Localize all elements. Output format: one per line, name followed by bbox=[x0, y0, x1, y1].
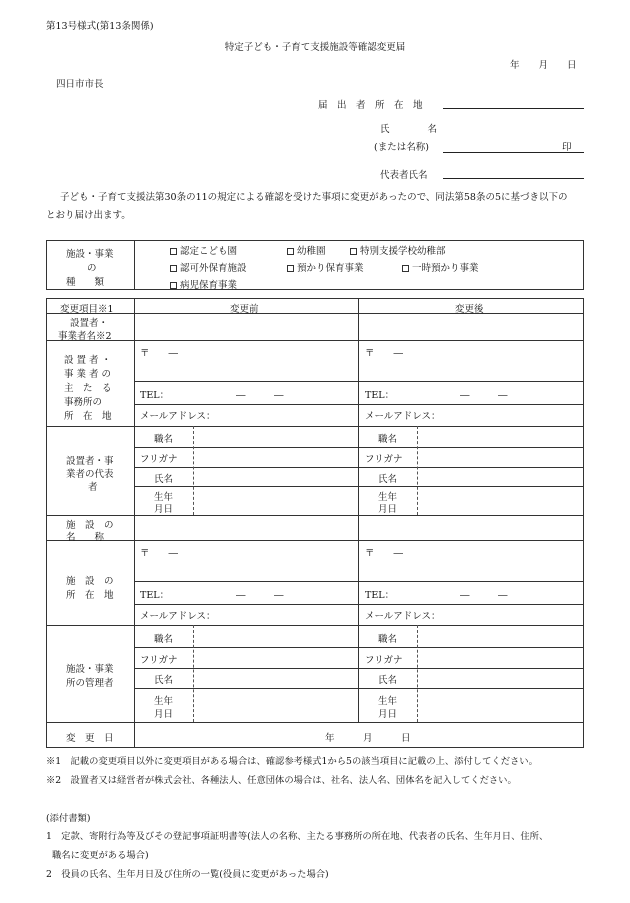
row-label-manager-2: 所の管理者 bbox=[66, 678, 114, 689]
rep-title-before: 職名 bbox=[154, 434, 174, 445]
office-tel-label-after: TEL： bbox=[365, 390, 395, 401]
checkbox-icon[interactable] bbox=[170, 248, 177, 255]
rep-name-after: 氏名 bbox=[378, 474, 398, 485]
mgr-name-before: 氏名 bbox=[154, 675, 174, 686]
col-header-after: 変更後 bbox=[455, 304, 484, 315]
option-ichiji-azukari[interactable]: 一時預かり事業 bbox=[402, 260, 479, 274]
body-text-line2: とおり届け出ます。 bbox=[46, 210, 131, 221]
rep-name-before: 氏名 bbox=[154, 474, 174, 485]
attachments-heading: (添付書類) bbox=[46, 813, 91, 824]
applicant-address-label: 届 出 者 所 在 地 bbox=[318, 100, 423, 111]
checkbox-icon[interactable] bbox=[170, 282, 177, 289]
applicant-address-line[interactable] bbox=[443, 108, 584, 109]
row-label-manager-1: 施設・事業 bbox=[66, 664, 114, 675]
checkbox-icon[interactable] bbox=[350, 248, 357, 255]
row-label-setter-name-1: 設置者・ bbox=[70, 318, 109, 329]
row-label-facility-name-2: 名 称 bbox=[66, 532, 105, 543]
seal-mark: 印 bbox=[562, 142, 572, 153]
rep-title-after: 職名 bbox=[378, 434, 398, 445]
applicant-name-sub-label: (または名称) bbox=[374, 142, 429, 153]
checkbox-icon[interactable] bbox=[170, 265, 177, 272]
row-label-office-2: 事 業 者 の bbox=[64, 369, 112, 380]
form-title: 特定子ども・子育て支援施設等確認変更届 bbox=[224, 42, 406, 53]
office-tel-label-before: TEL： bbox=[140, 390, 170, 401]
facility-postal-before[interactable]: 〒 ― bbox=[140, 548, 179, 559]
row-label-setter-name-2: 事業者名※2 bbox=[58, 331, 112, 342]
representative-line[interactable] bbox=[443, 178, 584, 179]
rep-dob1-after: 生年 bbox=[378, 492, 398, 503]
col-header-item: 変更項目※1 bbox=[60, 304, 114, 315]
row-label-rep-3: 者 bbox=[88, 482, 98, 493]
office-email-before[interactable]: メールアドレス： bbox=[140, 411, 216, 422]
rep-dob2-after: 月日 bbox=[378, 504, 398, 515]
col-header-before: 変更前 bbox=[230, 304, 259, 315]
checkbox-icon[interactable] bbox=[287, 248, 294, 255]
mgr-furigana-after: フリガナ bbox=[365, 655, 403, 666]
office-email-after[interactable]: メールアドレス： bbox=[365, 411, 441, 422]
body-text-line1: 子ども・子育て支援法第30条の11の規定による確認を受けた事項に変更があったので、同法第58条の5に基づき以下の bbox=[60, 192, 568, 203]
office-tel-after[interactable]: ― ― bbox=[460, 390, 508, 401]
mgr-dob1-before: 生年 bbox=[154, 696, 174, 707]
note-2: ※2 設置者又は経営者が株式会社、各種法人、任意団体の場合は、社名、法人名、団体名を記入してください。 bbox=[46, 775, 517, 786]
office-postal-before[interactable]: 〒 ― bbox=[140, 348, 179, 359]
option-ninkagai-hoiku[interactable]: 認可外保育施設 bbox=[170, 260, 247, 274]
row-label-facility-addr-2: 所 在 地 bbox=[66, 590, 114, 601]
office-postal-after[interactable]: 〒 ― bbox=[365, 348, 404, 359]
checkbox-icon[interactable] bbox=[402, 265, 409, 272]
attachment-1-line1: 1 定款、寄附行為等及びその登記事項証明書等(法人の名称、主たる事務所の所在地、代表者の氏名、生年月日、住所、 bbox=[46, 831, 549, 842]
addressee: 四日市市長 bbox=[56, 79, 104, 90]
form-number: 第13号様式(第13条関係) bbox=[46, 21, 154, 32]
representative-label: 代表者氏名 bbox=[380, 170, 428, 181]
mgr-dob2-before: 月日 bbox=[154, 709, 174, 720]
facility-email-before[interactable]: メールアドレス： bbox=[140, 611, 216, 622]
change-table bbox=[46, 298, 584, 748]
applicant-name-label: 氏 名 bbox=[380, 124, 438, 135]
office-tel-before[interactable]: ― ― bbox=[236, 390, 284, 401]
date-field[interactable]: 年 月 日 bbox=[510, 60, 577, 71]
checkbox-icon[interactable] bbox=[287, 265, 294, 272]
facility-type-label-3: 種 類 bbox=[66, 277, 105, 288]
rep-furigana-before: フリガナ bbox=[140, 454, 178, 465]
facility-tel-label-before: TEL： bbox=[140, 590, 170, 601]
attachment-1-line2: 職名に変更がある場合) bbox=[52, 850, 149, 861]
mgr-name-after: 氏名 bbox=[378, 675, 398, 686]
option-azukari-hoiku[interactable]: 預かり保育事業 bbox=[287, 260, 364, 274]
mgr-title-after: 職名 bbox=[378, 634, 398, 645]
facility-email-after[interactable]: メールアドレス： bbox=[365, 611, 441, 622]
row-label-facility-addr-1: 施 設 の bbox=[66, 576, 114, 587]
facility-tel-label-after: TEL： bbox=[365, 590, 395, 601]
facility-tel-after[interactable]: ― ― bbox=[460, 590, 508, 601]
mgr-dob2-after: 月日 bbox=[378, 709, 398, 720]
row-label-office-5: 所 在 地 bbox=[64, 411, 112, 422]
facility-type-label-2: の bbox=[87, 263, 97, 274]
row-label-office-1: 設 置 者 ・ bbox=[64, 355, 112, 366]
rep-dob1-before: 生年 bbox=[154, 492, 174, 503]
facility-tel-before[interactable]: ― ― bbox=[236, 590, 284, 601]
applicant-name-line[interactable] bbox=[443, 152, 584, 153]
rep-furigana-after: フリガナ bbox=[365, 454, 403, 465]
option-nintei-kodomoen[interactable]: 認定こども園 bbox=[170, 243, 237, 257]
mgr-furigana-before: フリガナ bbox=[140, 655, 178, 666]
row-label-office-3: 主 た る bbox=[64, 383, 112, 394]
facility-type-label-1: 施設・事業 bbox=[66, 249, 114, 260]
facility-postal-after[interactable]: 〒 ― bbox=[365, 548, 404, 559]
mgr-title-before: 職名 bbox=[154, 634, 174, 645]
change-date-field[interactable]: 年 月 日 bbox=[325, 733, 411, 744]
row-label-rep-1: 設置者・事 bbox=[66, 456, 114, 467]
option-tokubetsu-shien[interactable]: 特別支援学校幼稚部 bbox=[350, 243, 446, 257]
option-youchien[interactable]: 幼稚園 bbox=[287, 243, 326, 257]
row-label-change-date: 変 更 日 bbox=[66, 733, 114, 744]
row-label-office-4: 事務所の bbox=[64, 397, 103, 408]
mgr-dob1-after: 生年 bbox=[378, 696, 398, 707]
option-byouji-hoiku[interactable]: 病児保育事業 bbox=[170, 277, 237, 291]
row-label-rep-2: 業者の代表 bbox=[66, 469, 114, 480]
attachment-2: 2 役員の氏名、生年月日及び住所の一覧(役員に変更があった場合) bbox=[46, 869, 329, 880]
note-1: ※1 記載の変更項目以外に変更項目がある場合は、確認参考様式1から5の該当項目に記載の上、添付してください。 bbox=[46, 756, 538, 767]
row-label-facility-name-1: 施 設 の bbox=[66, 520, 114, 531]
rep-dob2-before: 月日 bbox=[154, 504, 174, 515]
